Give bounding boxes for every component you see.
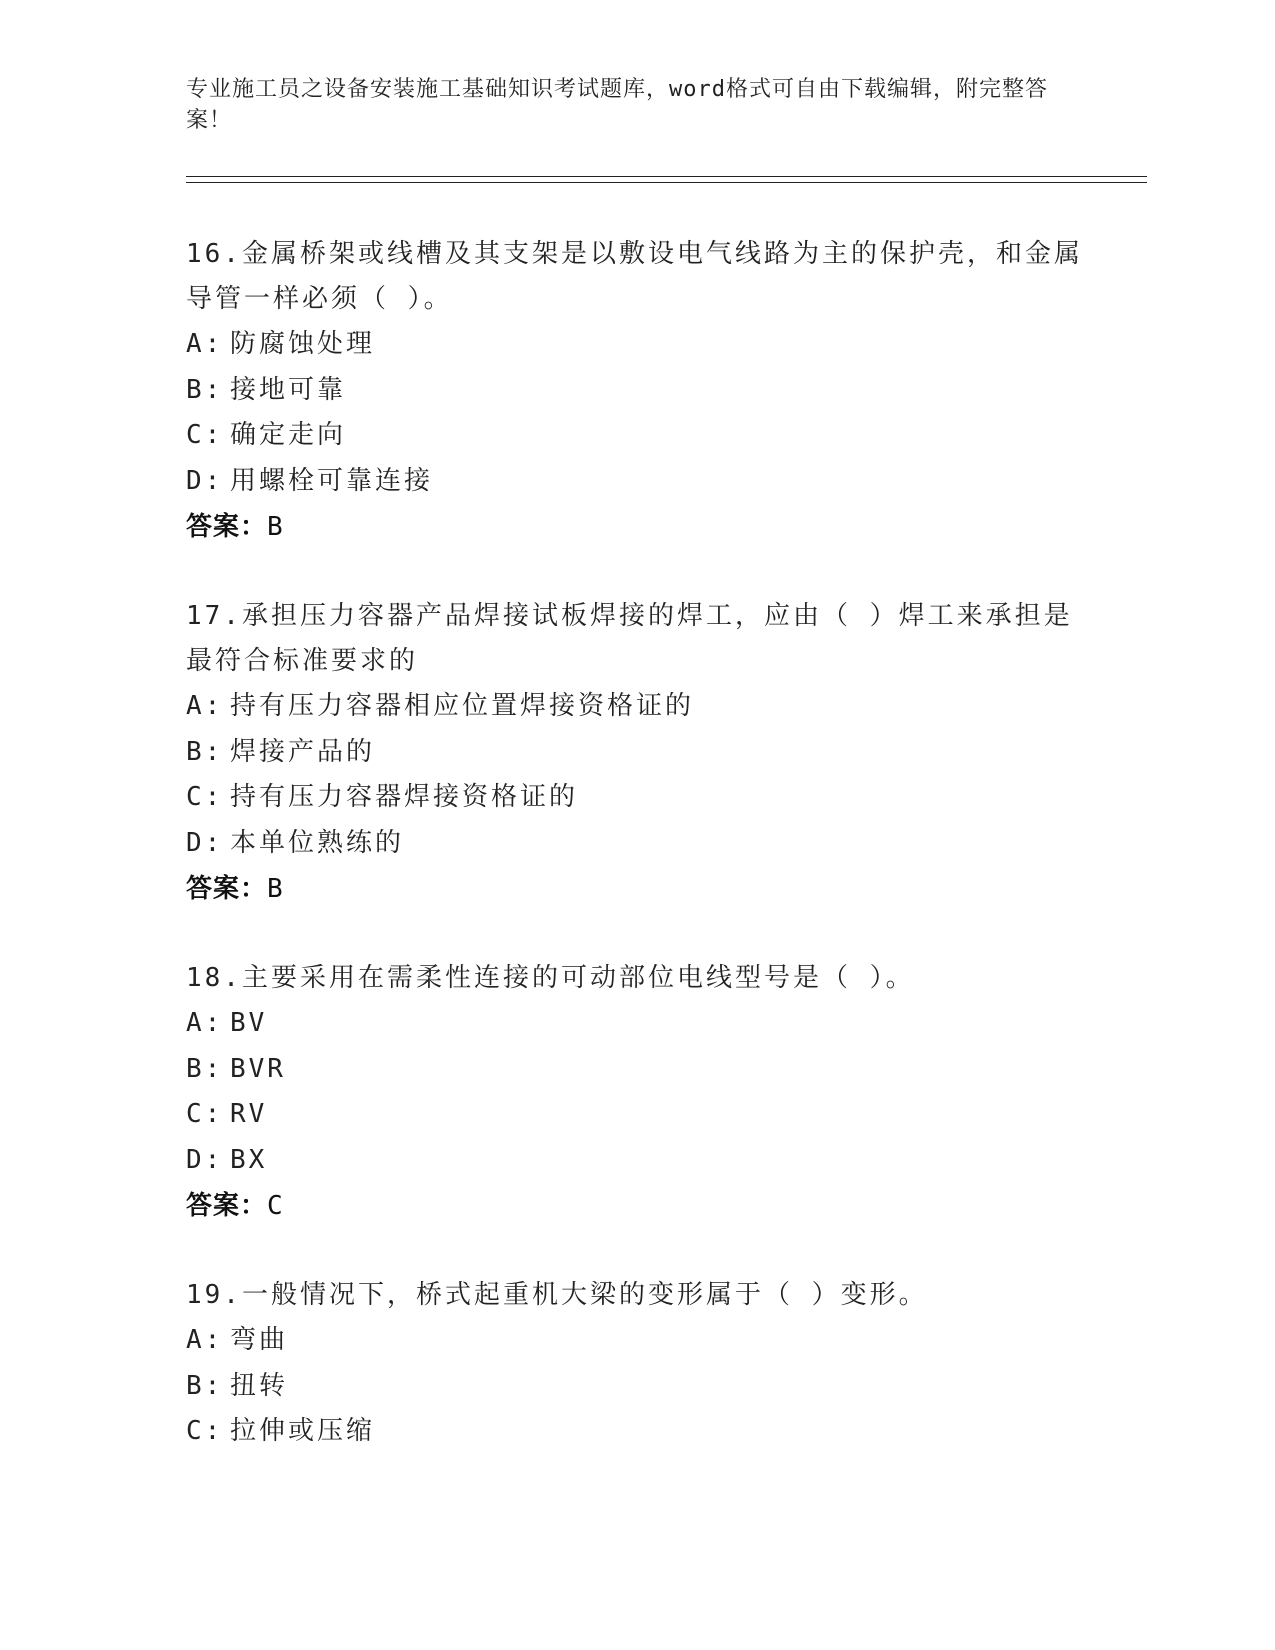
answer-value: B <box>267 512 284 542</box>
option-a <box>186 1001 1086 1047</box>
option-b <box>186 368 1086 414</box>
question-stem: 17.承担压力容器产品焊接试板焊接的焊工，应由（ ）焊工来承担是最符合标准要求的 <box>186 601 1073 676</box>
answer-label: 答案： <box>186 512 268 542</box>
option-label: C: <box>186 420 224 450</box>
question-17 <box>186 594 1086 912</box>
answer-line <box>186 866 1086 912</box>
option-label: D: <box>186 465 224 496</box>
option-label: A: <box>186 1325 224 1355</box>
document-header <box>186 74 1066 136</box>
question-19 <box>186 1273 1086 1455</box>
option-label: B: <box>186 374 224 405</box>
option-label: C: <box>186 1099 224 1129</box>
option-text: 扭转 <box>230 1370 289 1401</box>
option-label: D: <box>186 1144 224 1175</box>
answer-line <box>186 504 1086 550</box>
option-label: C: <box>186 782 224 812</box>
header-divider-top <box>186 176 1147 177</box>
option-label: C: <box>186 1416 224 1446</box>
option-text: 弯曲 <box>230 1325 289 1355</box>
option-label: A: <box>186 1008 224 1038</box>
question-stem: 19.一般情况下，桥式起重机大梁的变形属于（ ）变形。 <box>186 1280 928 1310</box>
question-stem: 18.主要采用在需柔性连接的可动部位电线型号是（ ）。 <box>186 963 915 993</box>
option-text: RV <box>230 1099 268 1129</box>
option-label: D: <box>186 827 224 858</box>
header-divider-bottom <box>186 182 1147 183</box>
option-text: 拉伸或压缩 <box>230 1416 376 1446</box>
answer-line <box>186 1183 1086 1229</box>
option-label: A: <box>186 691 224 721</box>
option-c <box>186 413 1086 459</box>
option-a <box>186 684 1086 730</box>
question-16 <box>186 232 1086 550</box>
option-a <box>186 322 1086 368</box>
answer-label: 答案： <box>186 874 268 904</box>
option-a <box>186 1318 1086 1364</box>
option-text: 持有压力容器相应位置焊接资格证的 <box>230 691 695 721</box>
option-b <box>186 1364 1086 1410</box>
answer-label: 答案： <box>186 1191 268 1221</box>
option-c <box>186 1092 1086 1138</box>
option-text: 防腐蚀处理 <box>230 329 376 359</box>
header-text: 专业施工员之设备安装施工基础知识考试题库，word格式可自由下载编辑，附完整答案！ <box>186 77 1048 133</box>
option-b <box>186 1047 1086 1093</box>
option-d <box>186 459 1086 505</box>
option-text: 本单位熟练的 <box>230 827 405 858</box>
option-text: 用螺栓可靠连接 <box>230 465 434 496</box>
option-text: 持有压力容器焊接资格证的 <box>230 782 579 812</box>
option-text: 确定走向 <box>230 420 347 450</box>
option-c <box>186 1409 1086 1455</box>
option-b <box>186 730 1086 776</box>
option-text: BX <box>230 1144 268 1175</box>
answer-value: B <box>267 874 284 904</box>
option-text: BVR <box>230 1053 286 1084</box>
question-stem: 16.金属桥架或线槽及其支架是以敷设电气线路为主的保护壳，和金属导管一样必须（ ）。 <box>186 239 1083 314</box>
option-text: 接地可靠 <box>230 374 347 405</box>
question-18 <box>186 956 1086 1229</box>
option-text: 焊接产品的 <box>230 736 376 767</box>
option-c <box>186 775 1086 821</box>
option-label: B: <box>186 1053 224 1084</box>
answer-value: C <box>267 1191 284 1221</box>
option-label: B: <box>186 736 224 767</box>
option-d <box>186 821 1086 867</box>
option-d <box>186 1138 1086 1184</box>
option-text: BV <box>230 1008 268 1038</box>
option-label: A: <box>186 329 224 359</box>
option-label: B: <box>186 1370 224 1401</box>
